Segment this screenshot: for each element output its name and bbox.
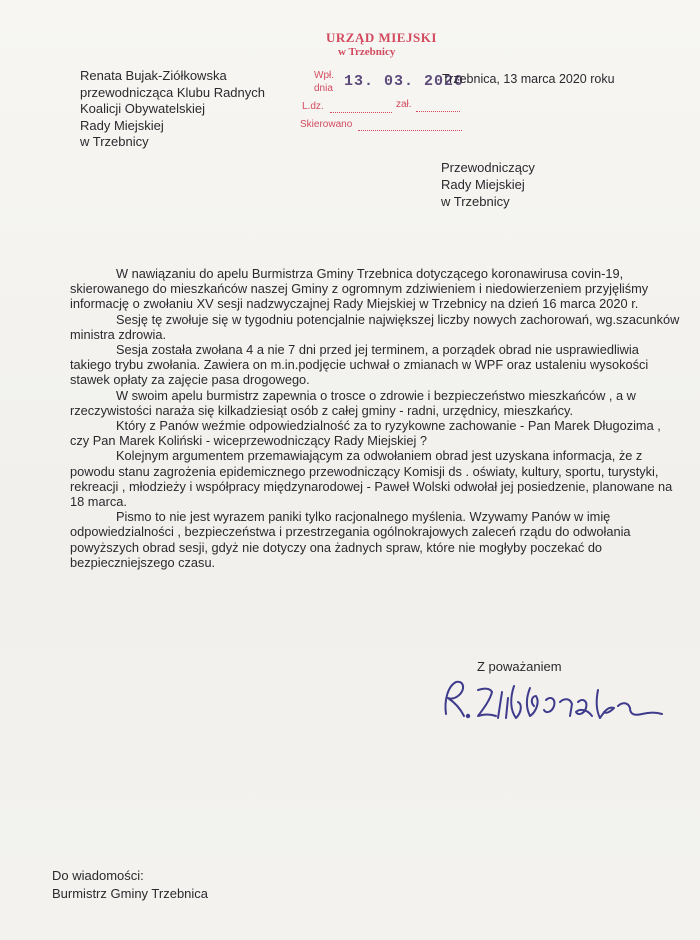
body-paragraph: Który z Panów weźmie odpowiedzialność za to ryzykowne zachowanie - Pan Marek Długozima , czy Pan Marek Koliński - wiceprzewodniczący Rady Miejskiej ? bbox=[70, 418, 661, 449]
stamp-ldz-line bbox=[330, 102, 392, 113]
stamp-office: URZĄD MIEJSKI bbox=[326, 30, 437, 45]
stamp-received-date: 13. 03. 2020 bbox=[344, 73, 465, 90]
stamp-town: w Trzebnicy bbox=[338, 46, 396, 58]
cc-label: Do wiadomości: bbox=[52, 868, 144, 883]
place-and-date: Trzebnica, 13 marca 2020 roku bbox=[442, 72, 615, 86]
cc-recipient: Burmistrz Gminy Trzebnica bbox=[52, 886, 209, 901]
letter-body bbox=[70, 266, 682, 570]
body-paragraph: Kolejnym argumentem przemawiającym za odwołaniem obrad jest uzyskana informacja, że z powodu stanu zagrożenia epidemicznego przewodniczący Komisji ds . oświaty, kultury, sportu, turystyki, rekreacji , młodzieży i współpracy międzynarodowej - Paweł Wolski odwołał jej posiedzenie, planowane na 18 marca. bbox=[70, 448, 673, 510]
sender-name: Renata Bujak-Ziółkowska bbox=[80, 68, 227, 83]
sender-block bbox=[80, 68, 265, 151]
stamp-zal-line bbox=[416, 101, 460, 112]
stamp-skierowano-label: Skierowano bbox=[300, 119, 353, 130]
stamp-zal-label: zał. bbox=[396, 99, 412, 110]
body-paragraph: W nawiązaniu do apelu Burmistrza Gminy Trzebnica dotyczącego koronawirusa covin-19, skierowanego do mieszkańców naszej Gminy z ogromnym zdziwieniem i niedowierzeniem przyjęliśmy informację o zwołaniu XV sesji nadzwyczajnej Rady Miejskiej w Trzebnicy na dzień 16 marca 2020 r. bbox=[70, 266, 649, 312]
handwritten-signature bbox=[438, 672, 668, 732]
body-paragraph: Pismo to nie jest wyrazem paniki tylko racjonalnego myślenia. Wzywamy Panów w imię odpowiedzialności , bezpieczeństwa i przestrzegania ogólnokrajowych zaleceń rządu do odwołania powyższych obrad sesji, gdyż nie dotyczy ona żadnych spraw, które nie mogłyby poczekać do bezpieczniejszego czasu. bbox=[70, 509, 631, 570]
body-paragraph: W swoim apelu burmistrz zapewnia o trosce o zdrowie i bezpieczeństwo mieszkańców , a w rzeczywistości naraża się kilkadziesiąt osób z całej gminy - radni, urzędnicy, mieszkańcy. bbox=[70, 387, 636, 418]
sender-club: Koalicji Obywatelskiej bbox=[80, 101, 205, 116]
body-paragraph: Sesja została zwołana 4 a nie 7 dni przed jej terminem, a porządek obrad nie usprawiedliwia takiego trybu zwołania. Zawiera on m.in.podjęcie uchwał o zmianach w WPF oraz ustaleniu wysokości stawek opłaty za zajęcie pasa drogowego. bbox=[70, 342, 649, 388]
closing-salutation: Z poważaniem bbox=[477, 659, 562, 674]
stamp-skierowano-line bbox=[358, 120, 462, 131]
carbon-copy-block bbox=[52, 867, 208, 903]
addressee-town: w Trzebnicy bbox=[441, 194, 510, 209]
body-paragraph: Sesję tę zwołuje się w tygodniu potencjalnie największej liczby nowych zachorowań, wg.szacunków ministra zdrowia. bbox=[70, 311, 680, 342]
stamp-dnia-label: dnia bbox=[314, 83, 333, 94]
sender-council: Rady Miejskiej bbox=[80, 117, 164, 133]
sender-role: przewodnicząca Klubu Radnych bbox=[80, 84, 265, 100]
addressee-block bbox=[441, 159, 535, 210]
addressee-council: Rady Miejskiej bbox=[441, 177, 525, 192]
registry-stamp bbox=[296, 30, 466, 132]
stamp-wpl-label: Wpł. bbox=[314, 70, 334, 81]
stamp-ldz-label: L.dz. bbox=[302, 101, 324, 112]
addressee-title: Przewodniczący bbox=[441, 160, 535, 175]
sender-town: w Trzebnicy bbox=[80, 134, 149, 149]
